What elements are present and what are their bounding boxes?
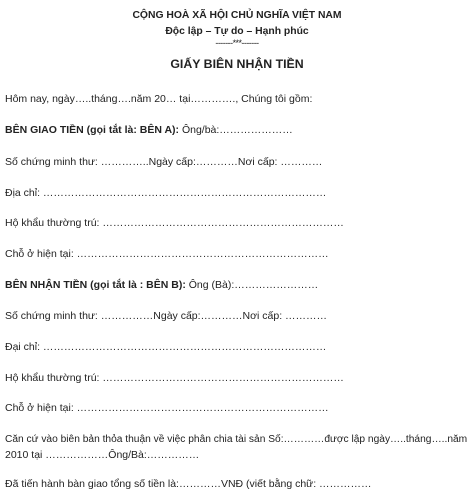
intro-line: Hôm nay, ngày…..tháng….năm 20… tại…………., Chúng tôi gồm:	[5, 93, 313, 105]
party-b-residence-line: Chỗ ở hiện tại: ………………………………………………………………	[5, 402, 329, 414]
party-b-heading-line	[5, 279, 318, 292]
party-a-household-line: Hộ khẩu thường trú: ……………………………………………………………	[5, 217, 344, 229]
party-a-residence-line: Chỗ ở hiện tại: ………………………………………………………………	[5, 248, 329, 260]
national-title: CỘNG HOÀ XÃ HỘI CHỦ NGHĨA VIỆT NAM	[132, 10, 342, 21]
party-b-household-line: Hộ khẩu thường trú: ……………………………………………………………	[5, 372, 344, 384]
party-b-name: Ông (Bà):……………………	[185, 279, 319, 291]
party-b-id-line: Số chứng minh thư: ……………Ngày cấp:…………Nơi cấp: …………	[5, 310, 328, 322]
party-a-heading: BÊN GIAO TIỀN (gọi tắt là: BÊN A):	[5, 124, 180, 136]
amount-line: Đã tiến hành bàn giao tổng số tiền là:…………VNĐ (viết bằng chữ: ……………	[5, 478, 372, 490]
party-a-name: Ông/bà:…………………	[179, 124, 293, 136]
basis-line-1: Căn cứ vào biên bản thỏa thuận về việc phân chia tài sản Số:…………được lập ngày…..tháng…..năm	[5, 434, 468, 445]
party-b-address-line: Đại chỉ: ………………………………………………………………………	[5, 341, 327, 353]
party-a-address-line: Địa chỉ: ………………………………………………………………………	[5, 187, 327, 199]
header-separator: -------***-------	[215, 38, 259, 48]
party-a-heading-line	[5, 124, 293, 137]
party-a-id-line: Số chứng minh thư: …………..Ngày cấp:…………Nơi cấp: …………	[5, 156, 323, 168]
document-title: GIẤY BIÊN NHẬN TIỀN	[170, 57, 304, 71]
basis-line-2: 2010 tại ………………Ông/Bà:……………	[5, 449, 200, 461]
national-motto: Độc lập – Tự do – Hạnh phúc	[165, 26, 309, 37]
party-b-heading: BÊN NHẬN TIỀN (gọi tắt là : BÊN B):	[5, 279, 186, 291]
